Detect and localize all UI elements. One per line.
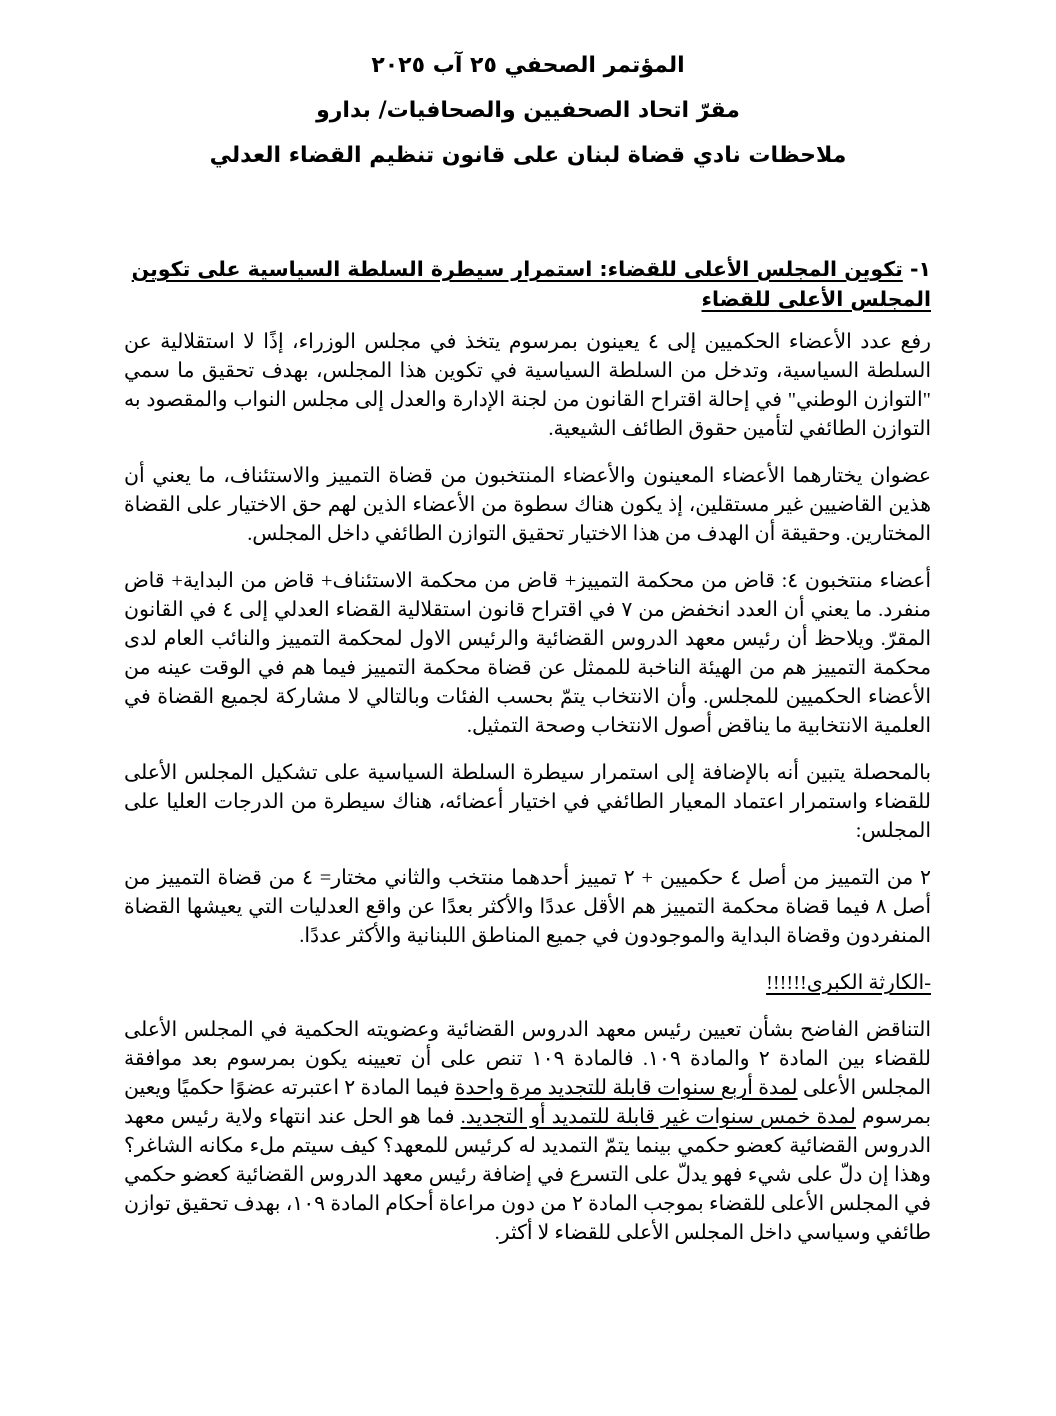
section-heading (124, 254, 931, 314)
paragraph-chosen-members: عضوان يختارهما الأعضاء المعينون والأعضاء المنتخبون من قضاة التمييز والاستئناف، ما يعني أن هذين القاضيين غير مستقلين، إذ يكون هناك سطوة من الأعضاء الذين لهم حق الاختيار على القضاة المختارين. وحقيقة أن الهدف من هذا الاختيار تحقيق التوازن الطائفي داخل المجلس. (124, 465, 931, 545)
catastrophe-subheading-text: -الكارثة الكبرى!!!!!! (766, 972, 931, 994)
paragraph-elected-members: أعضاء منتخبون ٤: قاض من محكمة التمييز+ قاض من محكمة الاستئناف+ قاض من البداية+ قاض منفرد. ما يعني أن العدد انخفض من ٧ في اقتراح قانون استقلالية القضاء العدلي إلى ٤ في القانون المقرّ. ويلاحظ أن رئيس معهد الدروس القضائية والرئيس الاول لمحكمة التمييز والنائب العام لدى محكمة التمييز هم من الهيئة الناخبة للممثل عن قضاة محكمة التمييز فيما هم في الوقت عينه من الأعضاء الحكميين للمجلس. وأن الانتخاب يتمّ بحسب الفئات وبالتالي لا مشاركة لجميع القضاة في العلمية الانتخابية ما يناقض أصول الانتخاب وصحة التمثيل. (124, 570, 932, 737)
paragraph-text: التناقض الفاضح بشأن تعيين رئيس معهد الدروس القضائية وعضويته الحكمية في المجلس الأعلى للقضاء بين المادة ٢ والمادة ١٠٩. فالمادة ١٠٩ تنص على أن تعيينه يكون بمرسوم بعد موافقة المجلس الأعلى (124, 1019, 932, 1099)
catastrophe-subheading (124, 969, 931, 998)
document-body (124, 254, 931, 1266)
underlined-term-five-years: لمدة خمس سنوات غير قابلة للتمديد أو التجديد. (460, 1106, 856, 1128)
document-main-title: ملاحظات نادي قضاة لبنان على قانون تنظيم القضاء العدلي (209, 143, 847, 168)
paragraph-institute-director (124, 1016, 931, 1248)
venue-title: مقرّ اتحاد الصحفيين والصحافيات/ بدارو (316, 98, 740, 123)
paragraph-appointed-members: رفع عدد الأعضاء الحكميين إلى ٤ يعينون بمرسوم يتخذ في مجلس الوزراء، إذًا لا استقلالية عن السلطة السياسية، وتدخل من السلطة السياسية في تكوين هذا المجلس، بهدف تحقيق ما سمي "التوازن الوطني" في إحالة اقتراح القانون من لجنة الإدارة والعدل إلى مجلس النواب والمقصود به التوازن الطائفي لتأمين حقوق الطائف الشيعية. (124, 331, 931, 440)
paragraph-text: فما هو الحل عند انتهاء ولاية رئيس معهد الدروس القضائية كعضو حكمي بينما يتمّ التمديد له كرئيس للمعهد؟ كيف سيتم ملء مكانه الشاغر؟ وهذا إن دلّ على شيء فهو يدلّ على التسرع في إضافة رئيس معهد الدروس القضائية كعضو حكمي في المجلس الأعلى للقضاء بموجب المادة ٢ من دون مراعاة أحكام المادة ١٠٩، بهدف تحقيق توازن طائفي وسياسي داخل المجلس الأعلى للقضاء لا أكثر. (124, 1106, 932, 1244)
paragraph-conclusion: بالمحصلة يتبين أنه بالإضافة إلى استمرار سيطرة السلطة السياسية على تشكيل المجلس الأعلى للقضاء واستمرار اعتماد المعيار الطائفي في اختيار أعضائه، هناك سيطرة من الدرجات العليا على المجلس: (124, 762, 931, 842)
press-conference-title: المؤتمر الصحفي ٢٥ آب ٢٠٢٥ (371, 53, 685, 78)
section-number: ١- (909, 257, 931, 281)
document-header (0, 52, 1056, 187)
section-heading-text: تكوين المجلس الأعلى للقضاء: استمرار سيطرة السلطة السياسية على تكوين المجلس الأعلى للقضاء (131, 257, 931, 311)
paragraph-cassation-count: ٢ من التمييز من أصل ٤ حكميين + ٢ تمييز أحدهما منتخب والثاني مختار= ٤ من قضاة التمييز من أصل ٨ فيما قضاة محكمة التمييز هم الأقل عددًا والأكثر بعدًا عن واقع العدليات التي يعيشها القضاة المنفردون وقضاة البداية والموجودون في جميع المناطق اللبنانية والأكثر عددًا. (124, 867, 931, 947)
underlined-term-four-years: لمدة أربع سنوات قابلة للتجديد مرة واحدة (454, 1077, 798, 1099)
paragraph-text: فيما المادة ٢ اعتبرته عضوًا حكميًا ويعين بمرسوم (124, 1077, 931, 1128)
